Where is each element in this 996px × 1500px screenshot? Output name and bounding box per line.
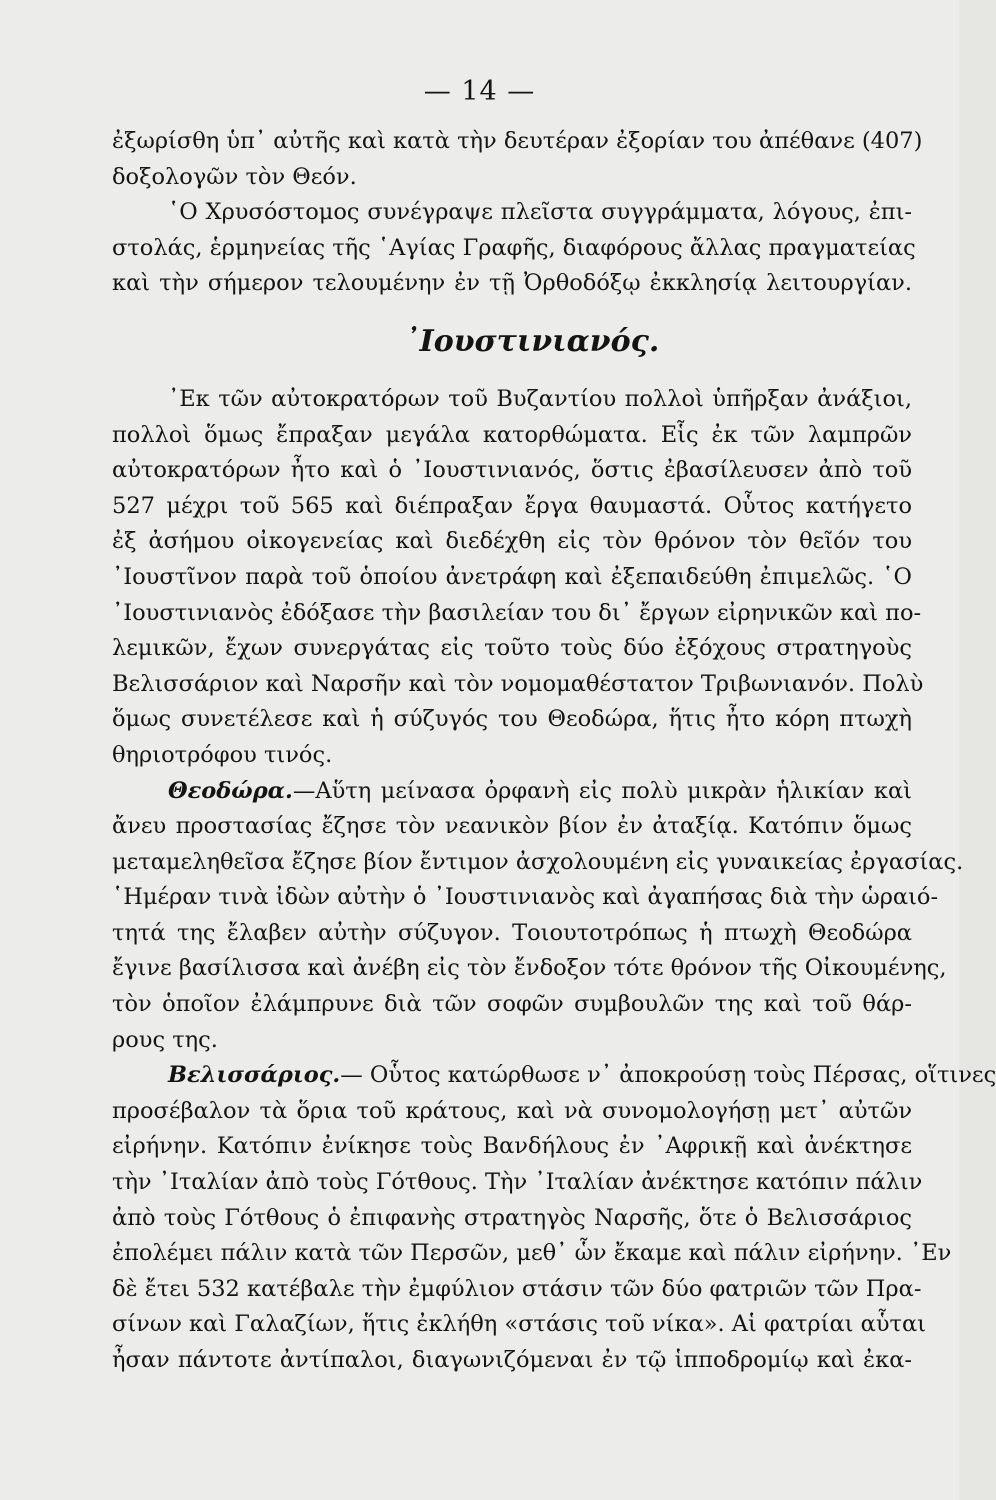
text-line: 527 μέχρι τοῦ 565 καὶ διέπραξαν ἔργα θαυμαστά. Οὗτος κατήγετο	[112, 492, 912, 519]
text-line: τὸν ὁποῖον ἐλάμπρυνε διὰ τῶν σοφῶν συμβουλῶν της καὶ τοῦ θάρ-	[112, 991, 912, 1018]
text-line: ρους της.	[112, 1026, 218, 1053]
text-line: δοξολογῶν τὸν Θεόν.	[112, 163, 357, 190]
text-line: θηριοτρόφου τινός.	[112, 741, 333, 768]
text-line: καὶ τὴν σήμερον τελουμένην ἐν τῇ Ὀρθοδόξῳ ἐκκλησίᾳ λειτουργίαν.	[112, 270, 912, 297]
term-theodora: Θεοδώρα.	[168, 777, 293, 804]
page-text	[112, 124, 996, 1379]
text-line	[112, 774, 912, 810]
text-line: προσέβαλον τὰ ὅρια τοῦ κράτους, καὶ νὰ συνομολογήσῃ μετ᾿ αὐτῶν	[112, 1097, 912, 1124]
text-line: ἐξ ἀσήμου οἰκογενείας καὶ διεδέχθη εἰς τὸν θρόνον τὸν θεῖόν του	[112, 528, 912, 555]
term-belisarius: Βελισσάριος.	[168, 1062, 341, 1089]
text-line: εἰρήνην. Κατόπιν ἐνίκησε τοὺς Βανδήλους ἐν ᾿Αφρικῇ καὶ ἀνέκτησε	[112, 1133, 912, 1160]
text-line: μεταμεληθεῖσα ἔζησε βίον ἔντιμον ἀσχολουμένη εἰς γυναικείας ἐργασίας.	[112, 848, 964, 875]
text-line: τὴν ᾿Ιταλίαν ἀπὸ τοὺς Γότθους. Τὴν ᾿Ιταλίαν ἀνέκτησε κατόπιν πάλιν	[112, 1169, 923, 1196]
page-number: — 14 —	[423, 76, 536, 107]
text-line: τητά της ἔλαβεν αὐτὴν σύζυγον. Τοιουτοτρόπως ἡ πτωχὴ Θεοδώρα	[112, 919, 912, 946]
text-line: ᾿Ιουστῖνον παρὰ τοῦ ὁποίου ἀνετράφη καὶ ἐξεπαιδεύθη ἐπιμελῶς. ῾Ο	[112, 563, 912, 590]
text-line: πολλοὶ ὅμως ἔπραξαν μεγάλα κατορθώματα. Εἷς ἐκ τῶν λαμπρῶν	[112, 421, 912, 448]
text-line: δὲ ἔτει 532 κατέβαλε τὴν ἐμφύλιον στάσιν τῶν δύο φατριῶν τῶν Πρα-	[112, 1275, 922, 1302]
text-fragment: — Οὗτος κατώρθωσε ν᾿ ἀποκρούσῃ τοὺς Πέρσας, οἵτινες	[340, 1062, 996, 1089]
text-line: αὐτοκρατόρων ἦτο καὶ ὁ ᾿Ιουστινιανός, ὅστις ἐβασίλευσεν ἀπὸ τοῦ	[112, 457, 912, 484]
text-line: στολάς, ἑρμηνείας τῆς ῾Αγίας Γραφῆς, διαφόρους ἄλλας πραγματείας	[112, 234, 916, 261]
text-line: ἦσαν πάντοτε ἀντίπαλοι, διαγωνιζόμεναι ἐν τῷ ἱπποδρομίῳ καὶ ἐκα-	[112, 1347, 912, 1373]
text-fragment: —Αὕτη μείνασα ὀρφανὴ εἰς πολὺ μικρὰν ἡλικίαν καὶ	[292, 777, 912, 804]
text-line: ὅμως συνετέλεσε καὶ ἡ σύζυγός του Θεοδώρα, ἥτις ἦτο κόρη πτωχὴ	[112, 706, 912, 733]
text-line: λεμικῶν, ἔχων συνεργάτας εἰς τοῦτο τοὺς δύο ἐξόχους στρατηγοὺς	[112, 635, 912, 662]
text-line	[112, 1058, 996, 1094]
text-line: ῾Ημέραν τινὰ ἰδὼν αὐτὴν ὁ ᾿Ιουστινιανὸς καὶ ἀγαπήσας διὰ τὴν ὡραιό-	[112, 884, 939, 911]
text-line: ἐξωρίσθη ὑπ᾿ αὐτῆς καὶ κατὰ τὴν δευτέραν ἐξορίαν του ἀπέθανε (407)	[112, 128, 923, 154]
text-line: ᾿Ιουστινιανὸς ἐδόξασε τὴν βασιλείαν του δι᾿ ἔργων εἰρηνικῶν καὶ πο-	[112, 599, 922, 626]
text-line: ἀπὸ τοὺς Γότθους ὁ ἐπιφανὴς στρατηγὸς Ναρσῆς, ὅτε ὁ Βελισσάριος	[112, 1204, 912, 1231]
text-line: ἐπολέμει πάλιν κατὰ τῶν Περσῶν, μεθ᾿ ὧν ἔκαμε καὶ πάλιν εἰρήνην. ᾿Εν	[112, 1240, 952, 1267]
text-line: ἔγινε βασίλισσα καὶ ἀνέβη εἰς τὸν ἔνδοξον τότε θρόνον τῆς Οἰκουμένης,	[112, 955, 947, 982]
section-heading: ᾿Ιουστινιανός.	[404, 323, 660, 359]
text-line: Βελισσάριον καὶ Ναρσῆν καὶ τὸν νομομαθέστατον Τριβωνιανόν. Πολὺ	[112, 670, 924, 697]
text-line: ἄνευ προστασίας ἔζησε τὸν νεανικὸν βίον ἐν ἀταξίᾳ. Κατόπιν ὅμως	[112, 813, 912, 840]
text-line: ᾿Εκ τῶν αὐτοκρατόρων τοῦ Βυζαντίου πολλοὶ ὑπῆρξαν ἀνάξιοι,	[168, 385, 912, 412]
text-line: σίνων καὶ Γαλαζίων, ἥτις ἐκλήθη «στάσις τοῦ νίκα». Αἱ φατρίαι αὗται	[112, 1311, 926, 1338]
text-line: ῾Ο Χρυσόστομος συνέγραψε πλεῖστα συγγράμματα, λόγους, ἐπι-	[168, 199, 912, 226]
